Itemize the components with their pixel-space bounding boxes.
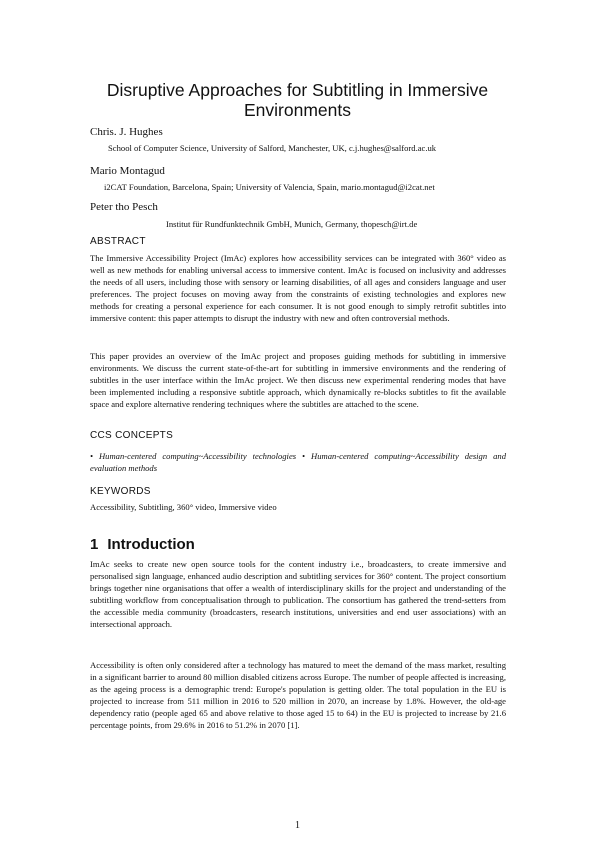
abstract-paragraph-2: This paper provides an overview of the ImAc project and proposes guiding methods for subtitling in immersive environments. We discuss the current state-of-the-art for subtitling in immersive environments and the rendering of subtitles in the user interface within the ImAc project. We then discuss new experimental rendering modes that have been implemented including a responsive subtitle approach, which dynamically re-blocks subtitles to fit the available space and explore alternative rendering techniques where the subtitles are attached to the scene. bbox=[90, 351, 506, 409]
author-affiliation-1: School of Computer Science, University of Salford, Manchester, UK, c.j.hughes@salford.ac.uk bbox=[108, 143, 437, 153]
author-name-3: Peter tho Pesch bbox=[90, 201, 158, 213]
intro-paragraph-2: Accessibility is often only considered after a technology has matured to meet the demand of the mass market, resulting in a significant barrier to around 80 million disabled citizens across Europe. The number of people affected is increasing, as the ageing process is a demographic trend: Europe's population is getting older. The total population in the EU is projected to increase from 511 million in 2016 to 520 million in 2070, an increase by 1.8%. However, the old-age dependency ratio (people aged 65 and above relative to those aged 15 to 64) in the EU is projected to increase by 21.6 percentage points, from 29.6% in 2016 to 51.2% in 2070 [1]. bbox=[90, 660, 506, 730]
author-affiliation-3: Institut für Rundfunktechnik GmbH, Munich, Germany, thopesch@irt.de bbox=[166, 219, 418, 229]
intro-paragraph-1: ImAc seeks to create new open source tools for the content industry i.e., broadcasters, to create immersive and personalised sign language, enhanced audio description and subtitling services for 360° content. The project consortium brings together nine organisations that offer a wealth of interdisciplinary skills for the project and understanding of the subtitling workflow from conceptualisation through to publication. The consortium has gathered the trend-setters from the accessible media community (broadcasters, research institutions, universities and end user associations) with an intersectional approach. bbox=[90, 559, 506, 629]
author-affiliation-2: i2CAT Foundation, Barcelona, Spain; University of Valencia, Spain, mario.montagud@i2cat.net bbox=[104, 182, 435, 192]
author-name-2: Mario Montagud bbox=[90, 165, 165, 177]
abstract-paragraph-1: The Immersive Accessibility Project (ImAc) explores how accessibility services can be integrated with 360° video as well as new methods for enabling universal access to immersive content. ImAc is focused on inclusivity and addresses the needs of all users, including those with sensory or learning disabilities, of all ages and considers language and user preferences. The project focuses on moving away from the constraints of existing technologies and explores new methods for creating a personal experience for each consumer. It is not good enough to simply retrofit subtitles into immersive content: this paper attempts to disrupt the industry with new and often controversial methods. bbox=[90, 253, 506, 323]
abstract-heading: ABSTRACT bbox=[90, 236, 146, 247]
intro-heading bbox=[90, 536, 204, 553]
ccs-concepts-text: • Human-centered computing~Accessibility technologies • Human-centered computing~Accessibility design and evaluation methods bbox=[90, 451, 506, 473]
paper-title: Disruptive Approaches for Subtitling in Immersive Environments bbox=[106, 80, 489, 120]
intro-section-title: Introduction bbox=[107, 536, 195, 553]
ccs-concepts-heading: CCS CONCEPTS bbox=[90, 430, 174, 441]
page-number: 1 bbox=[295, 820, 300, 831]
intro-section-number: 1 bbox=[90, 536, 99, 553]
keywords-heading: KEYWORDS bbox=[90, 486, 151, 497]
author-name-1: Chris. J. Hughes bbox=[90, 126, 163, 138]
keywords-text: Accessibility, Subtitling, 360° video, Immersive video bbox=[90, 502, 277, 512]
